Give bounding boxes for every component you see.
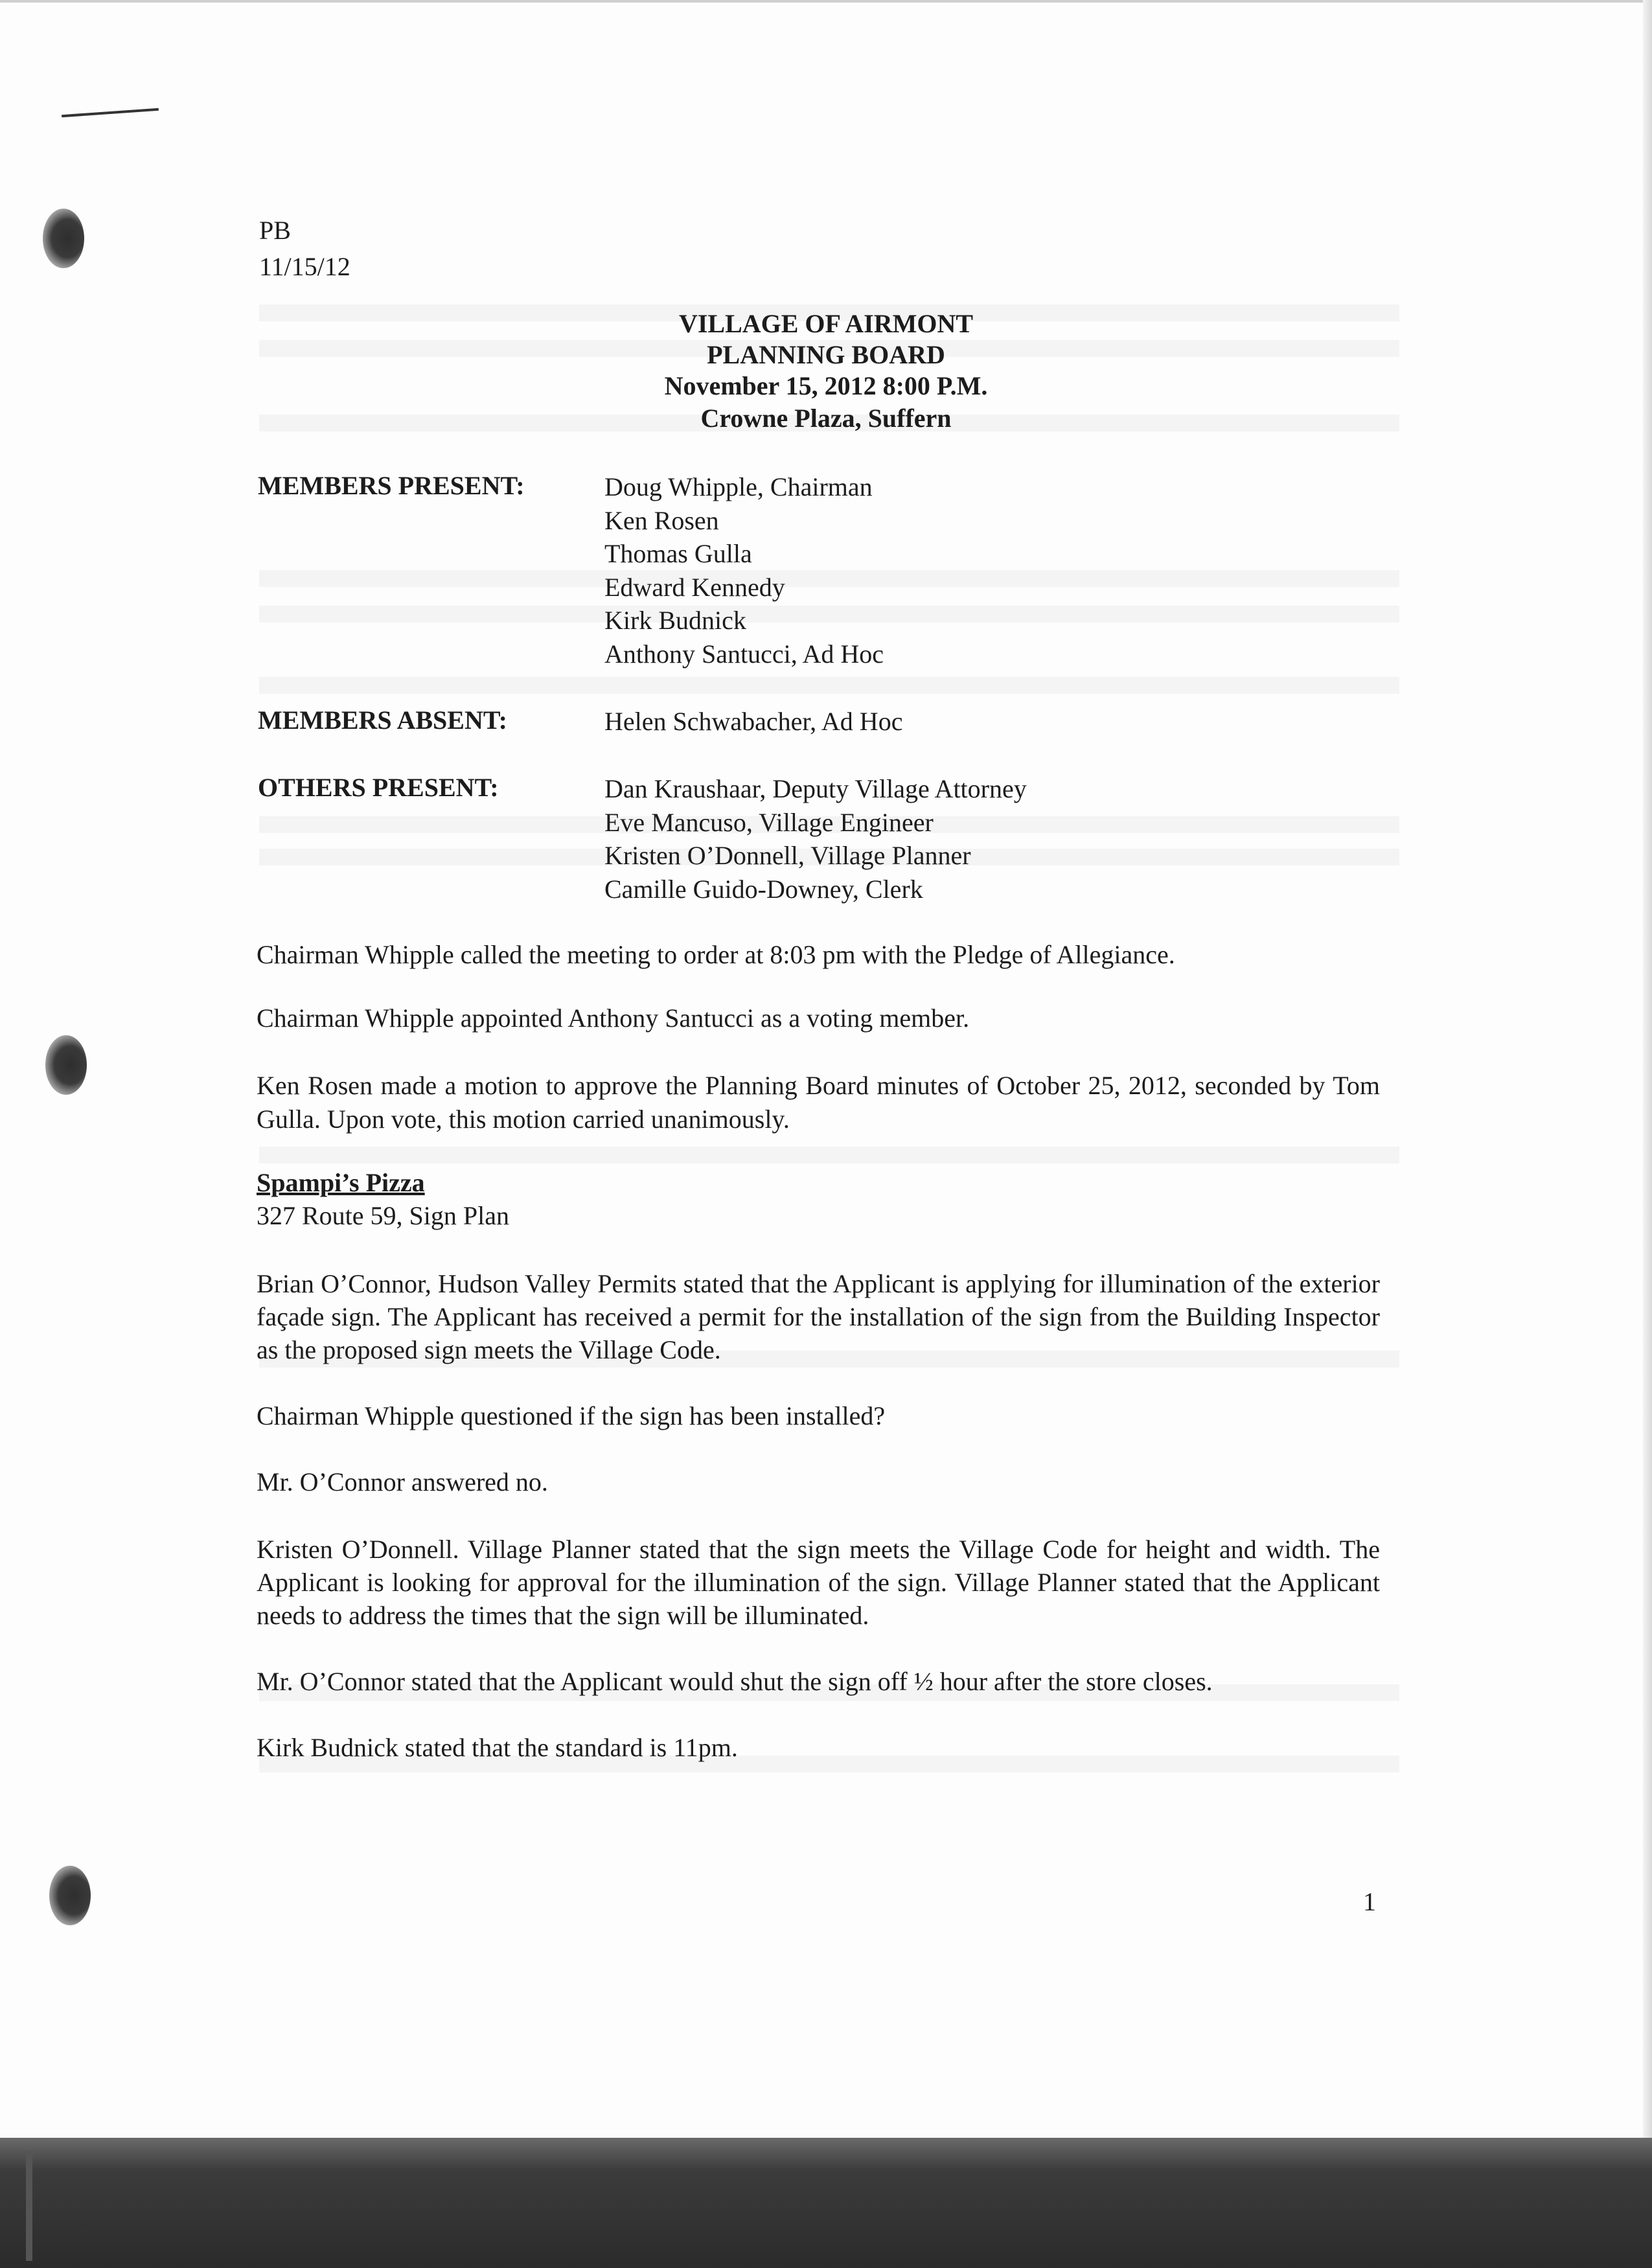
paragraph-minutes-motion: Ken Rosen made a motion to approve the Planning Board minutes of October 25, 2012, seconded by Tom Gulla. Upon vote, this motion carried unanimously.	[257, 1071, 1380, 1134]
paragraph-chairman-question: Chairman Whipple questioned if the sign has been installed?	[257, 1401, 886, 1430]
others-present-label: OTHERS PRESENT:	[258, 773, 499, 802]
list-item: Kristen O’Donnell, Village Planner	[604, 841, 971, 870]
paragraph-planner-statement: Kristen O’Donnell. Village Planner stated that the sign meets the Village Code for height and width. The Applicant is looking for approval for the illumination of the sign. Village Planner stated that the Applicant needs to address the times that the sign will be illuminated.	[257, 1535, 1380, 1630]
paragraph-appointment: Chairman Whipple appointed Anthony Santucci as a voting member.	[257, 1003, 970, 1033]
members-absent-list	[604, 705, 902, 739]
members-present-list	[604, 470, 884, 670]
paragraph-applicant-statement: Brian O’Connor, Hudson Valley Permits stated that the Applicant is applying for illumination of the exterior façade sign. The Applicant has received a permit for the installation of the sign from the Building Inspector as the proposed sign meets the Village Code.	[257, 1269, 1380, 1364]
list-item: Edward Kennedy	[604, 572, 785, 602]
scanner-background	[0, 2138, 1652, 2268]
title-date-time: November 15, 2012 8:00 P.M.	[664, 371, 988, 400]
members-present-label: MEMBERS PRESENT:	[258, 471, 525, 500]
item-subtitle: 327 Route 59, Sign Plan	[257, 1201, 510, 1230]
paragraph-budnick-standard: Kirk Budnick stated that the standard is 11pm.	[257, 1733, 738, 1762]
list-item: Helen Schwabacher, Ad Hoc	[604, 707, 903, 736]
title-location: Crowne Plaza, Suffern	[700, 404, 952, 433]
list-item: Camille Guido-Downey, Clerk	[604, 874, 923, 904]
page-number: 1	[1363, 1887, 1376, 1916]
item-title: Spampi’s Pizza	[257, 1168, 425, 1197]
paragraph-oconnor-hours: Mr. O’Connor stated that the Applicant would shut the sign off ½ hour after the store closes.	[257, 1667, 1213, 1696]
list-item: Eve Mancuso, Village Engineer	[604, 807, 934, 837]
members-absent-label: MEMBERS ABSENT:	[258, 705, 507, 735]
punch-hole	[45, 1035, 87, 1095]
doc-date: 11/15/12	[259, 252, 350, 281]
paragraph-oconnor-answer: Mr. O’Connor answered no.	[257, 1467, 548, 1496]
scanner-streak	[26, 2151, 32, 2261]
list-item: Anthony Santucci, Ad Hoc	[604, 639, 884, 669]
bleed-through-line	[259, 677, 1399, 694]
list-item: Doug Whipple, Chairman	[604, 472, 873, 501]
punch-hole	[49, 1866, 91, 1925]
list-item: Dan Kraushaar, Deputy Village Attorney	[604, 774, 1027, 803]
title-village: VILLAGE OF AIRMONT	[678, 309, 974, 338]
paragraph-call-to-order: Chairman Whipple called the meeting to order at 8:03 pm with the Pledge of Allegiance.	[257, 940, 1175, 969]
list-item: Thomas Gulla	[604, 539, 752, 568]
title-board: PLANNING BOARD	[707, 340, 945, 369]
list-item: Kirk Budnick	[604, 606, 746, 635]
others-present-list	[604, 772, 1027, 906]
list-item: Ken Rosen	[604, 505, 719, 535]
bleed-through-line	[259, 1147, 1399, 1163]
page-top-edge	[0, 0, 1652, 3]
punch-hole	[43, 209, 84, 268]
doc-code: PB	[259, 216, 291, 245]
